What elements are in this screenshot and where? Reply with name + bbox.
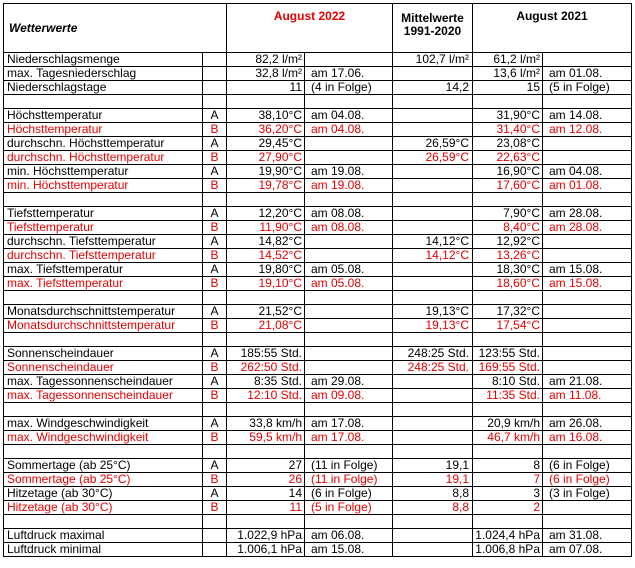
previous-note: am 04.08.	[543, 165, 632, 179]
previous-value: 13,6 l/m²	[473, 67, 543, 81]
table-row	[4, 305, 632, 319]
current-note	[305, 319, 393, 333]
mean-value	[393, 445, 473, 459]
current-value: 14	[227, 487, 305, 501]
row-label: min. Höchsttemperatur	[4, 165, 203, 179]
row-label	[4, 403, 203, 417]
previous-value	[473, 445, 543, 459]
previous-note	[543, 249, 632, 263]
current-note: (4 in Folge)	[305, 81, 393, 95]
current-note: am 29.08.	[305, 375, 393, 389]
row-label: Hitzetage (ab 30°C)	[4, 501, 203, 515]
spacer-row	[4, 403, 632, 417]
current-value: 27,90°C	[227, 151, 305, 165]
station-code: A	[203, 305, 227, 319]
previous-value: 17,32°C	[473, 305, 543, 319]
station-code: B	[203, 179, 227, 193]
previous-value: 22,63°C	[473, 151, 543, 165]
mean-value	[393, 95, 473, 109]
previous-note	[543, 235, 632, 249]
mean-value: 8,8	[393, 501, 473, 515]
previous-note: am 14.08.	[543, 109, 632, 123]
table-row	[4, 487, 632, 501]
previous-value: 7,90°C	[473, 207, 543, 221]
table-row	[4, 137, 632, 151]
mean-value	[393, 193, 473, 207]
row-label: durchschn. Tiefsttemperatur	[4, 235, 203, 249]
previous-value: 31,40°C	[473, 123, 543, 137]
row-label: Höchsttemperatur	[4, 109, 203, 123]
current-value: 12:10 Std.	[227, 389, 305, 403]
station-code	[203, 53, 227, 67]
weather-values-table	[3, 3, 632, 557]
table-row	[4, 543, 632, 557]
row-label: max. Tagesniederschlag	[4, 67, 203, 81]
current-note: (6 in Folge)	[305, 487, 393, 501]
previous-value: 13,26°C	[473, 249, 543, 263]
table-row	[4, 375, 632, 389]
previous-note	[543, 95, 632, 109]
table-row	[4, 249, 632, 263]
current-value: 8:35 Std.	[227, 375, 305, 389]
mean-value: 14,12°C	[393, 235, 473, 249]
station-code: B	[203, 431, 227, 445]
current-value: 12,20°C	[227, 207, 305, 221]
current-note: am 05.08.	[305, 263, 393, 277]
previous-note	[543, 151, 632, 165]
current-note	[305, 515, 393, 529]
row-label: Sommertage (ab 25°C)	[4, 473, 203, 487]
current-value: 19,90°C	[227, 165, 305, 179]
station-code	[203, 81, 227, 95]
previous-note: am 15.08.	[543, 263, 632, 277]
current-note: am 19.08.	[305, 179, 393, 193]
current-value: 33,8 km/h	[227, 417, 305, 431]
current-note	[305, 249, 393, 263]
column-header-previous: August 2021	[473, 4, 632, 53]
spacer-row	[4, 445, 632, 459]
previous-value	[473, 333, 543, 347]
table-row	[4, 277, 632, 291]
station-code	[203, 95, 227, 109]
table-row	[4, 431, 632, 445]
previous-value: 2	[473, 501, 543, 515]
current-note: am 05.08.	[305, 277, 393, 291]
row-label	[4, 333, 203, 347]
station-code: B	[203, 151, 227, 165]
table-row	[4, 417, 632, 431]
previous-value: 17,60°C	[473, 179, 543, 193]
row-label	[4, 291, 203, 305]
current-value: 1.022,9 hPa	[227, 529, 305, 543]
current-value: 27	[227, 459, 305, 473]
station-code: B	[203, 361, 227, 375]
previous-note: am 21.08.	[543, 375, 632, 389]
spacer-row	[4, 193, 632, 207]
current-note: (11 in Folge)	[305, 459, 393, 473]
station-code	[203, 291, 227, 305]
mean-value	[393, 179, 473, 193]
header-row	[4, 4, 632, 53]
previous-value: 20,9 km/h	[473, 417, 543, 431]
row-label: max. Windgeschwindigkeit	[4, 431, 203, 445]
row-label	[4, 515, 203, 529]
row-label: max. Windgeschwindigkeit	[4, 417, 203, 431]
current-value	[227, 515, 305, 529]
station-code: B	[203, 123, 227, 137]
previous-value: 8	[473, 459, 543, 473]
mean-value	[393, 67, 473, 81]
station-code: B	[203, 501, 227, 515]
table-row	[4, 263, 632, 277]
current-value: 1.006,1 hPa	[227, 543, 305, 557]
current-note: am 04.08.	[305, 109, 393, 123]
mean-value: 14,12°C	[393, 249, 473, 263]
current-note	[305, 151, 393, 165]
row-label: durchschn. Höchsttemperatur	[4, 137, 203, 151]
current-value	[227, 445, 305, 459]
previous-note: am 31.08.	[543, 529, 632, 543]
mean-value	[393, 543, 473, 557]
row-label: max. Tiefsttemperatur	[4, 263, 203, 277]
current-note: am 06.08.	[305, 529, 393, 543]
station-code: B	[203, 319, 227, 333]
row-label: Sommertage (ab 25°C)	[4, 459, 203, 473]
station-code: A	[203, 417, 227, 431]
row-label: Monatsdurchschnittstemperatur	[4, 319, 203, 333]
previous-value	[473, 291, 543, 305]
previous-value: 16,90°C	[473, 165, 543, 179]
previous-value: 11:35 Std.	[473, 389, 543, 403]
mean-value	[393, 263, 473, 277]
current-value: 32,8 l/m²	[227, 67, 305, 81]
previous-note: (6 in Folge)	[543, 473, 632, 487]
previous-value: 18,30°C	[473, 263, 543, 277]
row-label: Tiefsttemperatur	[4, 207, 203, 221]
current-value: 21,52°C	[227, 305, 305, 319]
table-row	[4, 221, 632, 235]
current-note	[305, 193, 393, 207]
previous-value: 7	[473, 473, 543, 487]
row-label: durchschn. Höchsttemperatur	[4, 151, 203, 165]
row-label: min. Höchsttemperatur	[4, 179, 203, 193]
mean-value	[393, 403, 473, 417]
previous-note	[543, 333, 632, 347]
row-label: Niederschlagsmenge	[4, 53, 203, 67]
table-row	[4, 151, 632, 165]
previous-note	[543, 347, 632, 361]
mean-value	[393, 291, 473, 305]
current-note: am 17.06.	[305, 67, 393, 81]
previous-note: am 15.08.	[543, 277, 632, 291]
current-note	[305, 445, 393, 459]
previous-value	[473, 95, 543, 109]
station-code	[203, 543, 227, 557]
previous-value: 61,2 l/m²	[473, 53, 543, 67]
station-code: A	[203, 137, 227, 151]
mean-value	[393, 277, 473, 291]
current-value: 11,90°C	[227, 221, 305, 235]
previous-note	[543, 403, 632, 417]
row-label: Luftdruck minimal	[4, 543, 203, 557]
previous-value	[473, 515, 543, 529]
current-note: am 17.08.	[305, 431, 393, 445]
current-value	[227, 193, 305, 207]
column-header-mean	[393, 4, 473, 53]
station-code	[203, 403, 227, 417]
row-label	[4, 445, 203, 459]
mean-value: 19,1	[393, 459, 473, 473]
mean-value: 102,7 l/m²	[393, 53, 473, 67]
station-code: A	[203, 487, 227, 501]
table-row	[4, 53, 632, 67]
previous-note: (6 in Folge)	[543, 459, 632, 473]
previous-value: 1.006,8 hPa	[473, 543, 543, 557]
current-value: 262:50 Std.	[227, 361, 305, 375]
current-note	[305, 53, 393, 67]
current-value	[227, 333, 305, 347]
previous-note: am 11.08.	[543, 389, 632, 403]
previous-value	[473, 403, 543, 417]
station-code: B	[203, 277, 227, 291]
row-label: max. Tagessonnenscheindauer	[4, 389, 203, 403]
previous-note: (5 in Folge)	[543, 81, 632, 95]
station-code: A	[203, 459, 227, 473]
previous-value: 23,08°C	[473, 137, 543, 151]
current-note: am 09.08.	[305, 389, 393, 403]
current-value: 14,52°C	[227, 249, 305, 263]
current-value: 19,78°C	[227, 179, 305, 193]
mean-value: 248:25 Std.	[393, 361, 473, 375]
current-value: 19,10°C	[227, 277, 305, 291]
current-note: am 08.08.	[305, 221, 393, 235]
mean-value: 14,2	[393, 81, 473, 95]
table-row	[4, 459, 632, 473]
row-label: Höchsttemperatur	[4, 123, 203, 137]
station-code: A	[203, 165, 227, 179]
previous-note	[543, 319, 632, 333]
row-label: Sonnenscheindauer	[4, 361, 203, 375]
current-value: 11	[227, 81, 305, 95]
mean-value	[393, 515, 473, 529]
previous-value: 123:55 Std.	[473, 347, 543, 361]
mean-value: 248:25 Std.	[393, 347, 473, 361]
row-label: Tiefsttemperatur	[4, 221, 203, 235]
mean-value: 19,13°C	[393, 305, 473, 319]
table-row	[4, 473, 632, 487]
current-value: 29,45°C	[227, 137, 305, 151]
station-code: A	[203, 347, 227, 361]
previous-note	[543, 137, 632, 151]
row-label	[4, 95, 203, 109]
mean-value	[393, 431, 473, 445]
row-label: Niederschlagstage	[4, 81, 203, 95]
table-row	[4, 123, 632, 137]
station-code	[203, 333, 227, 347]
table-row	[4, 207, 632, 221]
mean-value: 26,59°C	[393, 151, 473, 165]
row-label	[4, 193, 203, 207]
previous-value: 12,92°C	[473, 235, 543, 249]
table-row	[4, 319, 632, 333]
mean-value	[393, 375, 473, 389]
table-row	[4, 81, 632, 95]
row-label: max. Tagessonnenscheindauer	[4, 375, 203, 389]
current-value: 36,20°C	[227, 123, 305, 137]
previous-note: am 16.08.	[543, 431, 632, 445]
mean-value	[393, 221, 473, 235]
current-value: 14,82°C	[227, 235, 305, 249]
mean-value: 26,59°C	[393, 137, 473, 151]
previous-value: 31,90°C	[473, 109, 543, 123]
previous-note: am 26.08.	[543, 417, 632, 431]
column-header-mean-label: Mittelwerte 1991-2020	[401, 11, 464, 38]
mean-value	[393, 109, 473, 123]
station-code: A	[203, 207, 227, 221]
previous-note: am 01.08.	[543, 179, 632, 193]
table-row	[4, 501, 632, 515]
current-value: 26	[227, 473, 305, 487]
current-note: (5 in Folge)	[305, 501, 393, 515]
station-code	[203, 193, 227, 207]
current-value: 82,2 l/m²	[227, 53, 305, 67]
mean-value	[393, 165, 473, 179]
spacer-row	[4, 333, 632, 347]
table-row	[4, 389, 632, 403]
current-note	[305, 95, 393, 109]
previous-value: 8,40°C	[473, 221, 543, 235]
current-value	[227, 95, 305, 109]
station-code	[203, 67, 227, 81]
mean-value	[393, 123, 473, 137]
station-code: A	[203, 109, 227, 123]
previous-value: 8:10 Std.	[473, 375, 543, 389]
row-label: max. Tiefsttemperatur	[4, 277, 203, 291]
station-code: A	[203, 235, 227, 249]
current-note	[305, 291, 393, 305]
station-code: A	[203, 263, 227, 277]
station-code: B	[203, 389, 227, 403]
current-note	[305, 403, 393, 417]
previous-note	[543, 305, 632, 319]
current-note	[305, 361, 393, 375]
previous-value	[473, 193, 543, 207]
current-value: 38,10°C	[227, 109, 305, 123]
current-note	[305, 333, 393, 347]
mean-value	[393, 207, 473, 221]
current-value	[227, 403, 305, 417]
previous-value: 3	[473, 487, 543, 501]
previous-note: am 12.08.	[543, 123, 632, 137]
previous-value: 46,7 km/h	[473, 431, 543, 445]
mean-value: 19,1	[393, 473, 473, 487]
mean-value: 8,8	[393, 487, 473, 501]
previous-note: am 01.08.	[543, 67, 632, 81]
previous-value: 17,54°C	[473, 319, 543, 333]
previous-value: 15	[473, 81, 543, 95]
spacer-row	[4, 515, 632, 529]
current-note: am 17.08.	[305, 417, 393, 431]
row-label: durchschn. Tiefsttemperatur	[4, 249, 203, 263]
current-note: am 19.08.	[305, 165, 393, 179]
mean-value	[393, 417, 473, 431]
row-label: Sonnenscheindauer	[4, 347, 203, 361]
previous-note	[543, 193, 632, 207]
previous-note	[543, 501, 632, 515]
previous-note: am 28.08.	[543, 207, 632, 221]
station-code: B	[203, 249, 227, 263]
column-header-current: August 2022	[227, 4, 393, 53]
previous-note: am 28.08.	[543, 221, 632, 235]
previous-note	[543, 53, 632, 67]
previous-note	[543, 445, 632, 459]
table-row	[4, 361, 632, 375]
table-row	[4, 235, 632, 249]
previous-value: 1.024,4 hPa	[473, 529, 543, 543]
previous-note	[543, 361, 632, 375]
previous-note	[543, 515, 632, 529]
previous-value: 18,60°C	[473, 277, 543, 291]
current-note	[305, 235, 393, 249]
station-code: B	[203, 221, 227, 235]
current-value: 11	[227, 501, 305, 515]
current-note: am 04.08.	[305, 123, 393, 137]
mean-value: 19,13°C	[393, 319, 473, 333]
current-note: am 08.08.	[305, 207, 393, 221]
station-code: B	[203, 473, 227, 487]
current-note	[305, 347, 393, 361]
station-code	[203, 445, 227, 459]
current-note: am 15.08.	[305, 543, 393, 557]
table-row	[4, 165, 632, 179]
row-label: Luftdruck maximal	[4, 529, 203, 543]
table-row	[4, 67, 632, 81]
current-value: 19,80°C	[227, 263, 305, 277]
table-title: Wetterwerte	[4, 4, 227, 53]
spacer-row	[4, 95, 632, 109]
row-label: Monatsdurchschnittstemperatur	[4, 305, 203, 319]
mean-value	[393, 529, 473, 543]
station-code	[203, 515, 227, 529]
station-code: A	[203, 375, 227, 389]
mean-value	[393, 333, 473, 347]
current-note	[305, 137, 393, 151]
previous-note	[543, 291, 632, 305]
current-value: 185:55 Std.	[227, 347, 305, 361]
previous-note: am 07.08.	[543, 543, 632, 557]
table-row	[4, 109, 632, 123]
previous-value: 169:55 Std.	[473, 361, 543, 375]
mean-value	[393, 389, 473, 403]
station-code	[203, 529, 227, 543]
current-note: (11 in Folge)	[305, 473, 393, 487]
table-row	[4, 529, 632, 543]
spacer-row	[4, 291, 632, 305]
current-value: 59,5 km/h	[227, 431, 305, 445]
table-row	[4, 347, 632, 361]
current-value	[227, 291, 305, 305]
previous-note: (3 in Folge)	[543, 487, 632, 501]
row-label: Hitzetage (ab 30°C)	[4, 487, 203, 501]
table-row	[4, 179, 632, 193]
current-note	[305, 305, 393, 319]
current-value: 21,08°C	[227, 319, 305, 333]
